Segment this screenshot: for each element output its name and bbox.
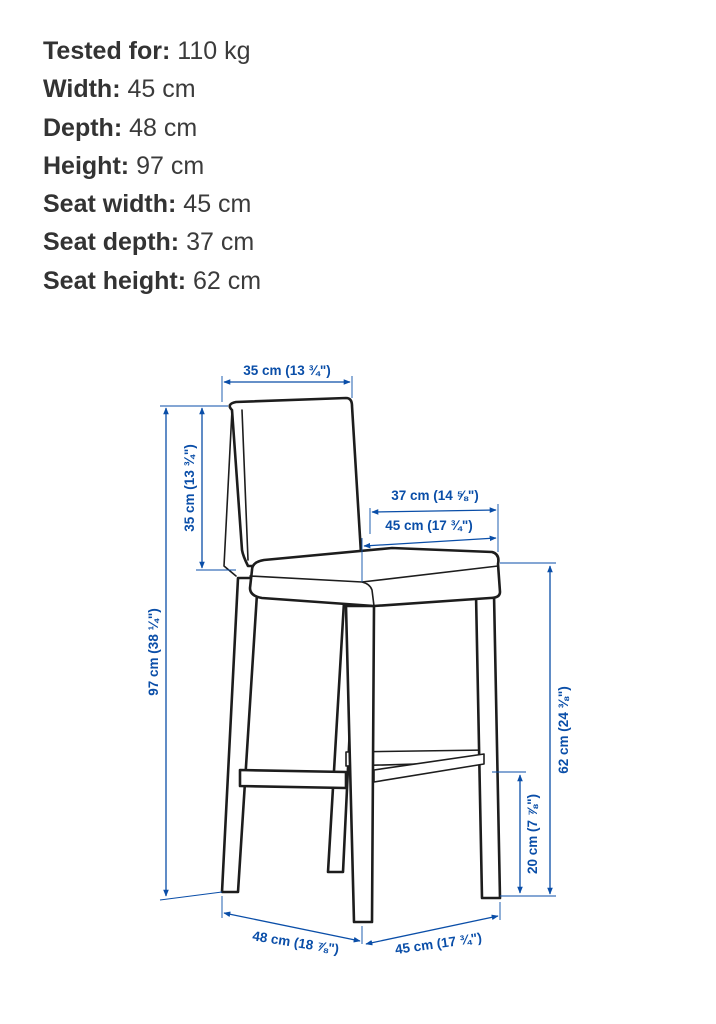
label-seat-width: 45 cm (17 ¾") bbox=[385, 518, 473, 533]
label-depth: 48 cm (18 ⅞") bbox=[251, 928, 341, 957]
label-total-height: 97 cm (38 ¼") bbox=[146, 608, 161, 696]
label-width: 45 cm (17 ¾") bbox=[394, 930, 483, 958]
dim-seat-width bbox=[364, 538, 496, 546]
label-backrest-height: 35 cm (13 ¾") bbox=[182, 444, 197, 532]
ext-line bbox=[160, 892, 222, 900]
spec-label: Tested for: bbox=[43, 37, 171, 65]
spec-label: Seat height: bbox=[43, 266, 187, 295]
spec-label: Height: bbox=[43, 151, 130, 180]
spec-value: 62 cm bbox=[193, 266, 262, 295]
spec-label: Depth: bbox=[43, 113, 123, 142]
seat-top bbox=[250, 548, 500, 606]
spec-label: Seat depth: bbox=[43, 228, 180, 257]
dim-seat-depth bbox=[372, 510, 496, 512]
spec-value: 45 cm bbox=[127, 75, 196, 104]
label-seat-depth: 37 cm (14 ⅝") bbox=[391, 488, 479, 503]
label-seat-height: 62 cm (24 ⅜") bbox=[556, 686, 571, 774]
spec-value: 48 cm bbox=[129, 113, 198, 142]
front-leg-right bbox=[476, 594, 500, 898]
spec-value: 45 cm bbox=[183, 190, 252, 219]
front-stretcher bbox=[240, 770, 346, 788]
spec-value: 37 cm bbox=[186, 228, 255, 257]
spec-label: Width: bbox=[43, 75, 121, 104]
label-footrest-height: 20 cm (7 ⅞") bbox=[525, 794, 540, 874]
spec-value: 97 cm bbox=[136, 151, 205, 180]
spec-label: Seat width: bbox=[43, 190, 177, 219]
backrest bbox=[230, 398, 362, 570]
front-leg-left bbox=[222, 578, 258, 892]
spec-value: 110 kg bbox=[177, 37, 251, 65]
front-leg-center bbox=[346, 606, 374, 922]
label-backrest-width: 35 cm (13 ¾") bbox=[243, 363, 331, 378]
stool-drawing bbox=[222, 398, 500, 922]
